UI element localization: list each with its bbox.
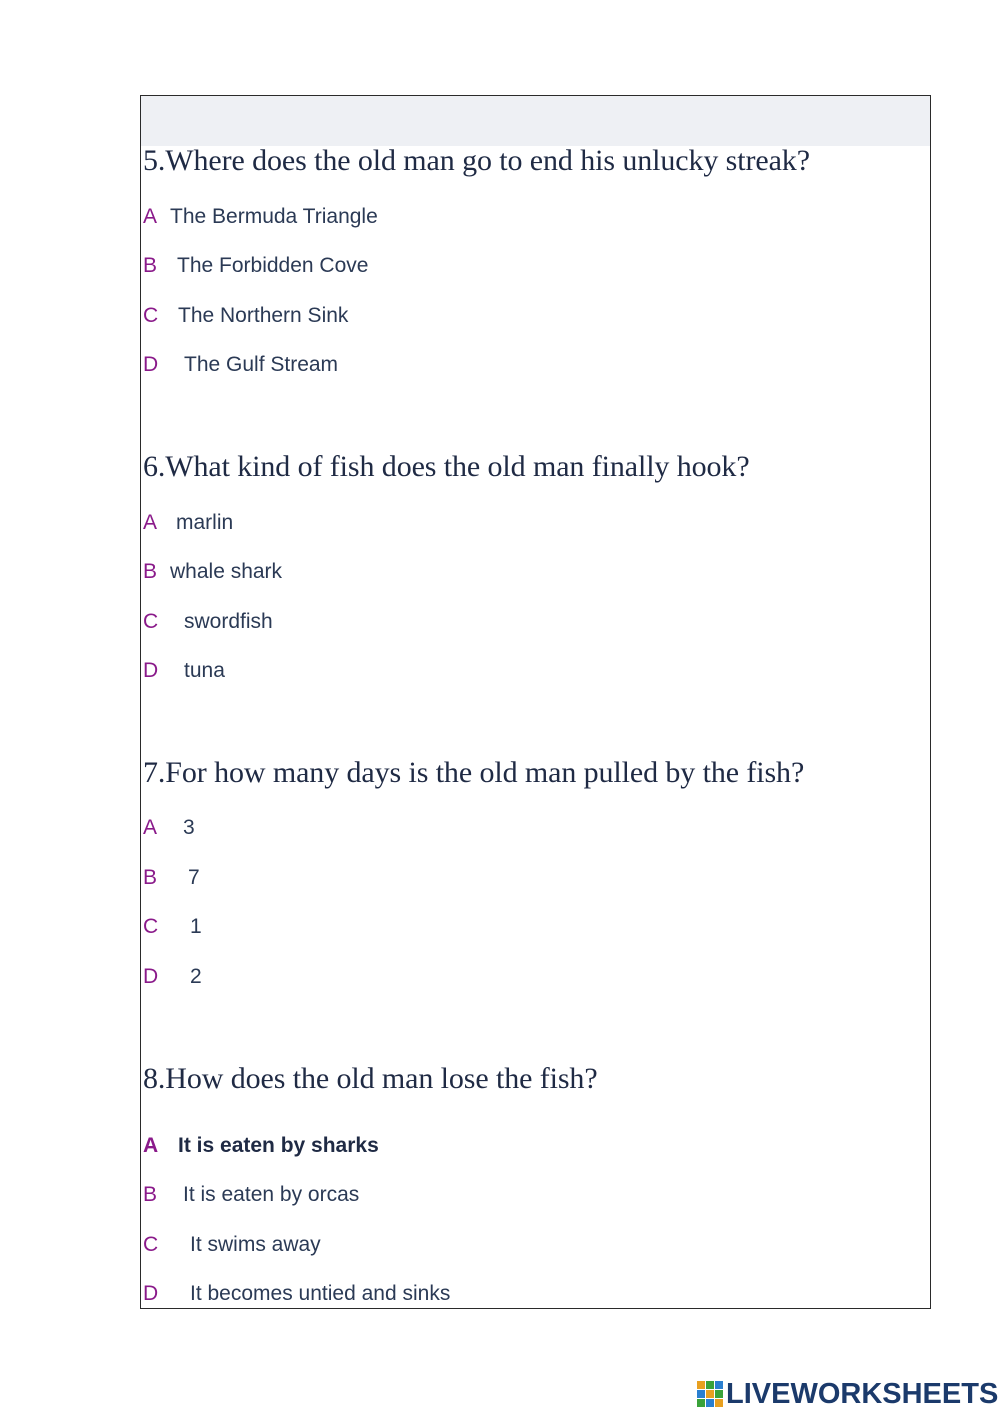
option-text: marlin	[176, 511, 234, 534]
option-text: 7	[188, 866, 200, 889]
option-text: The Gulf Stream	[184, 353, 339, 376]
header-band	[141, 96, 930, 146]
option-text: tuna	[184, 659, 225, 682]
option-letter: B	[143, 866, 158, 889]
option-8b[interactable]	[143, 1181, 359, 1209]
option-letter: B	[143, 1183, 158, 1206]
brand-name: LIVEWORKSHEETS	[726, 1377, 999, 1410]
question-5: 5.Where does the old man go to end his unlucky streak?	[143, 144, 810, 177]
option-letter: C	[143, 304, 159, 327]
option-letter: D	[143, 1282, 159, 1305]
option-letter: A	[143, 816, 158, 839]
question-8: 8.How does the old man lose the fish?	[143, 1062, 598, 1095]
option-5c[interactable]	[143, 302, 348, 330]
option-text: It is eaten by orcas	[183, 1183, 360, 1206]
option-5a[interactable]	[143, 203, 378, 231]
option-letter: C	[143, 1233, 159, 1256]
option-text: It swims away	[190, 1233, 321, 1256]
option-letter: A	[143, 205, 158, 228]
option-text: swordfish	[184, 610, 273, 633]
option-letter: A	[143, 511, 158, 534]
option-letter: D	[143, 965, 159, 988]
option-text: 1	[190, 915, 202, 938]
worksheet-frame	[140, 95, 931, 1309]
question-6: 6.What kind of fish does the old man finally hook?	[143, 450, 750, 483]
option-letter: B	[143, 560, 158, 583]
option-text: It is eaten by sharks	[178, 1134, 379, 1157]
option-8c[interactable]	[143, 1231, 321, 1259]
question-7: 7.For how many days is the old man pulled by the fish?	[143, 756, 805, 789]
option-text: 3	[183, 816, 195, 839]
option-text: It becomes untied and sinks	[190, 1282, 451, 1305]
option-letter: B	[143, 254, 158, 277]
option-5b[interactable]	[143, 252, 368, 280]
option-text: The Bermuda Triangle	[170, 205, 378, 228]
option-text: whale shark	[170, 560, 283, 583]
option-letter: C	[143, 610, 159, 633]
option-letter: A	[143, 1134, 159, 1157]
option-text: The Northern Sink	[178, 304, 349, 327]
logo-grid-icon	[697, 1381, 723, 1407]
option-7a[interactable]	[143, 814, 195, 842]
liveworksheets-logo	[697, 1376, 998, 1412]
option-letter: C	[143, 915, 159, 938]
option-7b[interactable]	[143, 864, 200, 892]
option-text: The Forbidden Cove	[177, 254, 369, 277]
option-6b[interactable]	[143, 558, 282, 586]
option-text: 2	[190, 965, 202, 988]
option-7d[interactable]	[143, 963, 202, 991]
option-6c[interactable]	[143, 608, 273, 636]
option-8a[interactable]	[143, 1132, 379, 1160]
option-6d[interactable]	[143, 657, 225, 685]
option-8d[interactable]	[143, 1280, 450, 1308]
option-6a[interactable]	[143, 509, 233, 537]
option-7c[interactable]	[143, 913, 202, 941]
option-5d[interactable]	[143, 351, 338, 379]
option-letter: D	[143, 659, 159, 682]
option-letter: D	[143, 353, 159, 376]
